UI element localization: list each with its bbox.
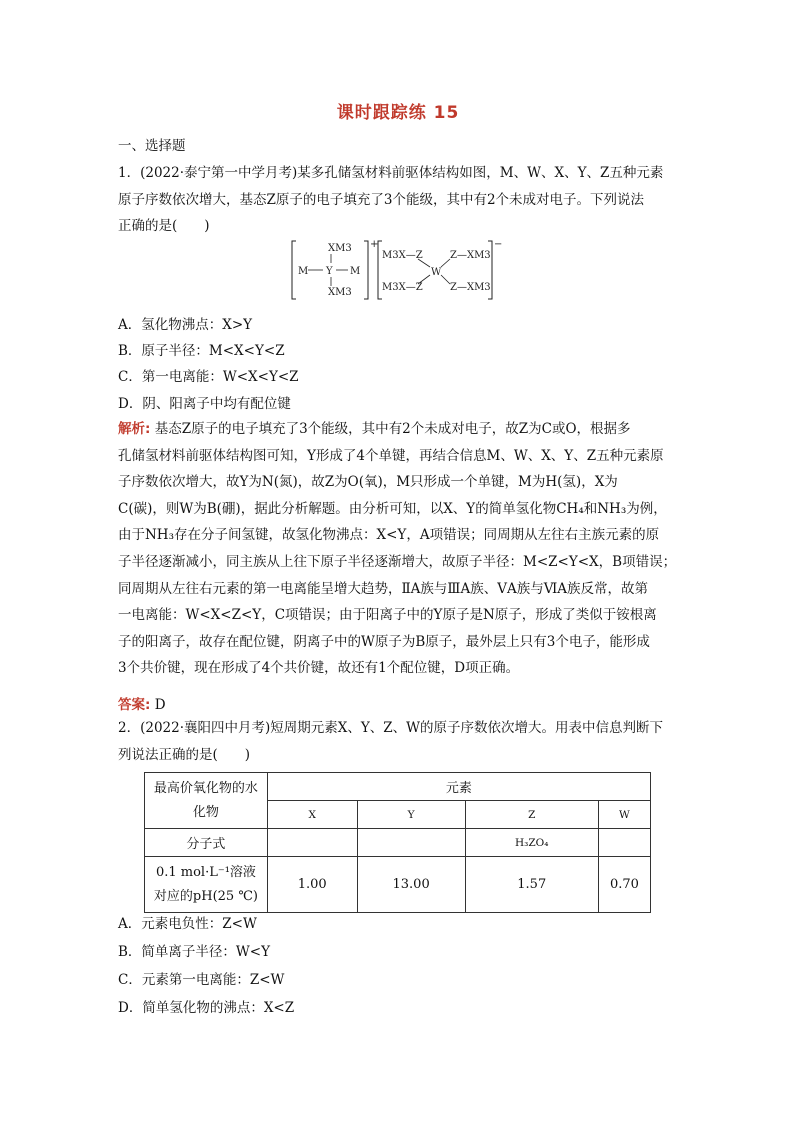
bond-line [418,259,430,267]
answer-line [118,693,166,713]
bracket-right [364,241,368,299]
question-1-line: 正确的是( ) [118,218,210,235]
anion-top-right: Z—XM3 [450,250,491,261]
table-row-label [145,857,268,913]
table-cell: 0.70 [598,857,650,913]
section-heading: 一、选择题 [118,138,186,154]
table-header-element: X [267,801,357,829]
table-header-element: W [598,801,650,829]
analysis-line: C(碳)，则W为B(硼)，据此分析解题。由分析可知，以X、Y的简单氢化物CH₄和NH₃为例， [118,500,667,517]
analysis-line: 子半径逐渐减小，同主族从上往下原子半径逐渐增大，故原子半径：M<Z<Y<X，B项错误； [118,553,677,570]
cation-left: M [298,266,309,277]
cation-top: XM3 [328,243,352,254]
analysis-line: 子的阳离子，故存在配位键，阴离子中的W原子为B原子，最外层上只有3个电子，能形成 [118,633,650,650]
anion-center: W [431,267,442,278]
anion-charge: − [494,239,503,250]
table-cell [357,829,465,857]
anion-bottom-left: M3X—Z [382,282,423,293]
option-a: A．氢化物沸点：X>Y [118,317,253,333]
question-1-line: 原子序数依次增大，基态Z原子的电子填充了3个能级，其中有2个未成对电子。下列说法 [118,191,645,208]
analysis-line [118,416,678,443]
cation-center: Y [326,266,333,277]
question-1-line: 1．(2022·泰宁第一中学月考)某多孔储氢材料前驱体结构如图，M、W、X、Y、Z五种元素 [118,165,664,181]
question-2-stem [118,715,678,768]
table-header-element: Z [465,801,598,829]
cation-bottom: XM3 [328,287,352,298]
cation-charge: + [370,239,379,250]
bond-line [441,259,450,267]
answer-label: 答案: [118,697,151,713]
structure-svg [290,237,503,303]
analysis-line: 由于NH₃存在分子间氢键，故氢化物沸点：X<Y，A项错误；同周期从左往右主族元素的原 [118,527,660,544]
table-cell: H₃ZO₄ [465,829,598,857]
option-b: B．简单离子半径：W<Y [118,944,271,960]
table-header-group: 元素 [267,773,650,801]
table-cell [598,829,650,857]
analysis-block [118,416,678,682]
option-a: A．元素电负性：Z<W [118,916,257,932]
analysis-line: 孔储氢材料前驱体结构图可知，Y形成了4个单键，再结合信息M、W、X、Y、Z五种元素原 [118,447,664,464]
bond-line [441,275,450,284]
anion-top-left: M3X—Z [382,250,423,261]
row-label-line: 0.1 mol·L⁻¹溶液 [155,864,256,880]
table-cell: 1.00 [267,857,357,913]
table-cell: 1.57 [465,857,598,913]
analysis-line: 一电离能：W<X<Z<Y，C项错误；由于阳离子中的Y原子是N原子，形成了类似于铵根离 [118,607,657,624]
option-d: D．阴、阳离子中均有配位键 [118,396,291,412]
page-title: 课时跟踪练 15 [336,103,460,123]
cation-right: M [350,266,361,277]
analysis-text: 基态Z原子的电子填充了3个能级，其中有2个未成对电子，故Z为C或O，根据多 [150,421,631,437]
table-row-label: 分子式 [145,829,268,857]
analysis-line: 同周期从左往右元素的第一电离能呈增大趋势，ⅡA族与ⅢA族、ⅤA族与ⅥA族反常，故第 [118,580,649,597]
option-c: C．元素第一电离能：Z<W [118,972,285,988]
table-row [145,773,651,801]
answer-value: D [150,697,166,713]
header-left-line: 化物 [192,804,219,820]
table-cell [267,829,357,857]
bracket-left [292,241,296,299]
table-header-element: Y [357,801,465,829]
question-1-stem [118,160,678,240]
analysis-label: 解析: [118,421,151,437]
question-2-line: 2．(2022·襄阳四中月考)短周期元素X、Y、Z、W的原子序数依次增大。用表中信息判断下 [118,720,664,736]
structure-diagram [290,237,503,303]
row-label-line: 对应的pH(25 ℃) [153,888,258,904]
table-row [145,829,651,857]
element-table [144,772,651,913]
option-b: B．原子半径：M<X<Y<Z [118,343,285,359]
table-cell: 13.00 [357,857,465,913]
analysis-line: 3个共价键，现在形成了4个共价键，故还有1个配位键，D项正确。 [118,660,520,677]
header-left-line: 最高价氧化物的水 [153,780,258,796]
option-d: D．简单氢化物的沸点：X<Z [118,1000,295,1016]
analysis-line: 子序数依次增大，故Y为N(氮)，故Z为O(氧)，M只形成一个单键，M为H(氢)，X为 [118,474,618,491]
option-c: C．第一电离能：W<X<Y<Z [118,369,299,385]
anion-bottom-right: Z—XM3 [450,282,491,293]
table-row [145,857,651,913]
question-2-line: 列说法正确的是( ) [118,746,251,763]
table-header-left [145,773,268,829]
